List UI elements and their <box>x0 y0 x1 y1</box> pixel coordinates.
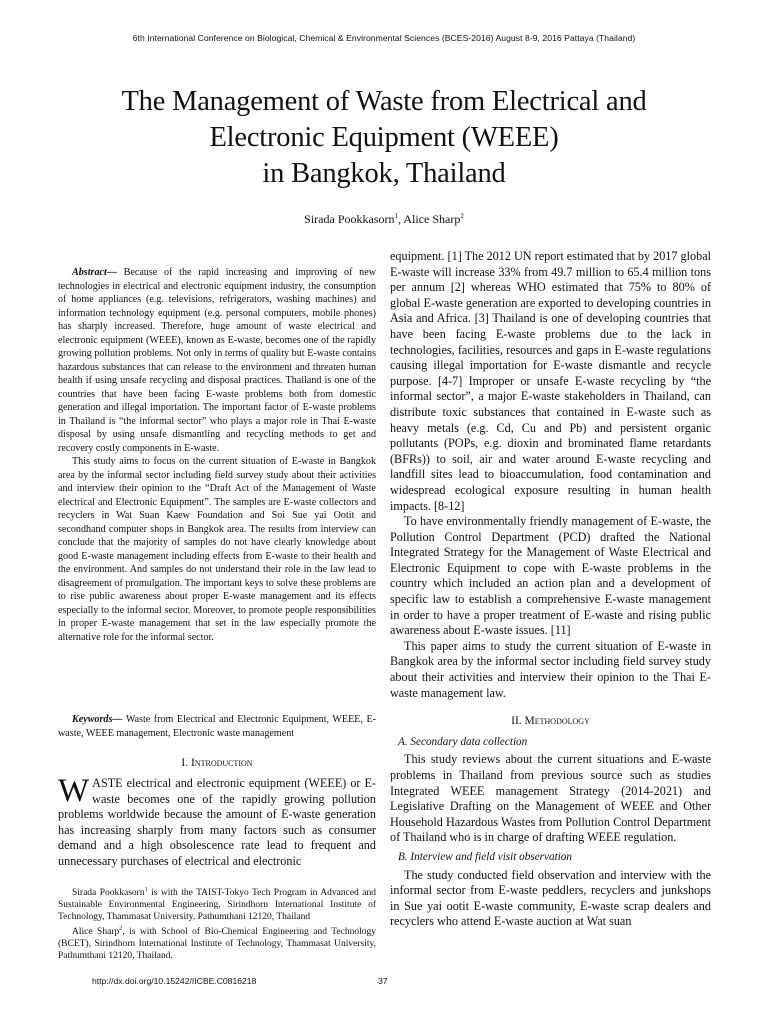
paper-title <box>60 84 708 192</box>
abstract-label: Abstract— <box>72 267 117 278</box>
introduction-body <box>58 773 376 870</box>
footnote <box>58 923 376 962</box>
page-number: 37 <box>378 976 388 986</box>
keywords-section <box>58 713 376 740</box>
footnote-text: , is with School of Bio-Chemical Engineering and Technology (BCET), Sirindhorn International Institute of Technology, Thammasat University, Pathumthani 12120, Thailand. <box>58 927 376 962</box>
abstract-text: Because of the rapid increasing and improving of new technologies in electrical and electronic equipment industry, the consumption of home appliances (e.g. televisions, refrigerators, washing machines) and information technology equipment (e.g. personal computers, mobile phones) has sharply increased. Therefore, huge amount of waste electrical and electronic equipment (WEEE), known as E-waste, becomes one of the rapidly growing pollution problems. Not only in terms of quality but E-waste contains hazardous substances that can release to the environment and threaten human health if using unsafe recycling and disposal practices. Thailand is one of the countries that have been facing E-waste problems both from domestic generation and illegal importation. The important factor of E-waste problems in Thailand is “the informal sector” who plays a major role in Thai E-waste disposal by using unsafe dismantling and recycling methods to get and recovery costly components in E-waste. <box>58 267 376 454</box>
author-name: Alice Sharp <box>403 212 461 226</box>
abstract-paragraph: This study aims to focus on the current situation of E-waste in Bangkok area by the informal sector including field survey study about their activities and interview their opinion to the “Draft Act of the Management of Waste electrical and Electronic Equipment”. The samples are E-waste collectors and recyclers in Wat Suan Kaew Foundation and Soi Sue yai Ootit and secondhand computer shops in Bangkok area. The results from interview can conclude that the majority of samples do not have clearly knowledge about good E-waste management including effects from E-waste to their health and the environment. And samples do not understand their role in the law lead to disagreement of promulgation. The important keys to solve these problems are to rise public awareness about proper E-waste management and its effects especially to the informal sector. Moreover, to promote people responsibilities in proper E-waste management that set in the law especially promote the alternative role for the informal sector. <box>58 456 376 643</box>
footnote <box>58 884 376 923</box>
introduction-text: ASTE electrical and electronic equipment (WEEE) or E-waste becomes one of the rapidly growing pollution problems worldwide because the amount of E-waste generation has increasing sharply from many factors such as consumer demand and a high obsolescence rate lead to frequent and unnecessary purchases of electrical and electronic <box>58 776 376 868</box>
author-separator: , <box>398 212 404 226</box>
introduction-paragraph <box>58 773 376 870</box>
subsection-heading: A. Secondary data collection <box>398 735 528 748</box>
footnotes <box>58 884 376 962</box>
right-column <box>390 249 711 930</box>
title-line-1: The Management of Waste from Electrical and <box>121 86 647 117</box>
body-paragraph: This study reviews about the current situations and E-waste problems in Thailand from previous source such as studies Integrated WEEE management Strategy (2014-2021) and Legislative Drafting on the Management of WEEE and Other Household Hazardous Wastes from Pollution Control Department of Thailand who is in charge of drafting WEEE regulation. <box>390 752 711 845</box>
author-superscript: 2 <box>460 212 464 220</box>
keywords-label: Keywords— <box>72 714 123 725</box>
abstract-section <box>58 266 376 644</box>
body-paragraph: The study conducted field observation and interview with the informal sector from E-waste peddlers, recyclers and junkshops in Sue yai ootit E-waste community, E-waste scrap dealers and recyclers who attend E-waste auction at Wat suan <box>390 867 711 929</box>
body-paragraph: To have environmentally friendly management of E-waste, the Pollution Control Department (PCD) drafted the National Integrated Strategy for the Management of Waste Electrical and Electronic Equipment to cope with E-waste problems in the country which included an action plan and a development of specific law to establish a comprehensive E-waste management in order to have a proper treatment of E-waste and rising public awareness about E-waste issues. [11] <box>390 514 711 638</box>
author-superscript: 1 <box>394 212 398 220</box>
introduction-heading: I. Introduction <box>181 757 253 769</box>
body-paragraph: equipment. [1] The 2012 UN report estimated that by 2017 global E-waste will increase 33% from 49.7 million to 65.4 million tons per annum [2] whereas WHO estimated that 75% to 80% of global E-waste generation are exported to developing countries in Asia and Africa. [3] Thailand is one of developing countries that have been facing E-waste problems due to the lack in technologies, facilities, resources and gaps in E-waste regulations causing illegal importation for E-waste dismantle and recycle purpose. [4-7] Improper or unsafe E-waste recycling by “the informal sector”, a major E-waste stakeholders in Thailand, can distribute toxic substances that contained in E-waste such as heavy metals (e.g. Cd, Cu and Pb) and persistent organic pollutants (POPs, e.g. dioxin and brominated flame retardants (BFRs)) to soil, air and water around E-waste recycling and landfill sites lead to bioaccumulation, food contamination and widespread ecological exposure resulting in human health impacts. [8-12] <box>390 249 711 513</box>
footnote-text: is with the TAIST-Tokyo Tech Program in Advanced and Sustainable Environmental Engineering, Sirindhorn International Institute of Technology, Thammasat University, Pathumthani 12120, Thailand <box>58 888 376 923</box>
body-paragraph: This paper aims to study the current situation of E-waste in Bangkok area by the informal sector including field survey study about their activities and interview their opinion to the Thai E-waste management law. <box>390 638 711 700</box>
abstract-paragraph <box>58 266 376 455</box>
drop-cap: W <box>58 773 90 809</box>
conference-header: 6th International Conference on Biological, Chemical & Environmental Sciences (BCES-2016) August 8-9, 2016 Pattaya (Thailand) <box>132 33 636 43</box>
footnote-superscript: 2 <box>119 926 123 933</box>
footnote-superscript: 1 <box>144 887 148 893</box>
keywords-paragraph <box>58 713 376 740</box>
title-line-2: Electronic Equipment (WEEE) <box>209 122 559 153</box>
methodology-heading: II. Methodology <box>511 715 590 728</box>
subsection-heading: B. Interview and field visit observation <box>398 850 572 863</box>
author-name: Sirada Pookkasorn <box>304 212 395 226</box>
footnote-author: Sirada Pookkasorn <box>72 888 145 899</box>
keywords-text: Waste from Electrical and Electronic Equipment, WEEE, E-waste, WEEE management, Electronic waste management <box>58 714 376 739</box>
author-line <box>0 212 768 227</box>
title-line-3: in Bangkok, Thailand <box>262 158 506 189</box>
doi-link[interactable]: http://dx.doi.org/10.15242/IICBE.C0816218 <box>92 976 257 986</box>
footnote-author: Alice Sharp <box>72 927 120 938</box>
